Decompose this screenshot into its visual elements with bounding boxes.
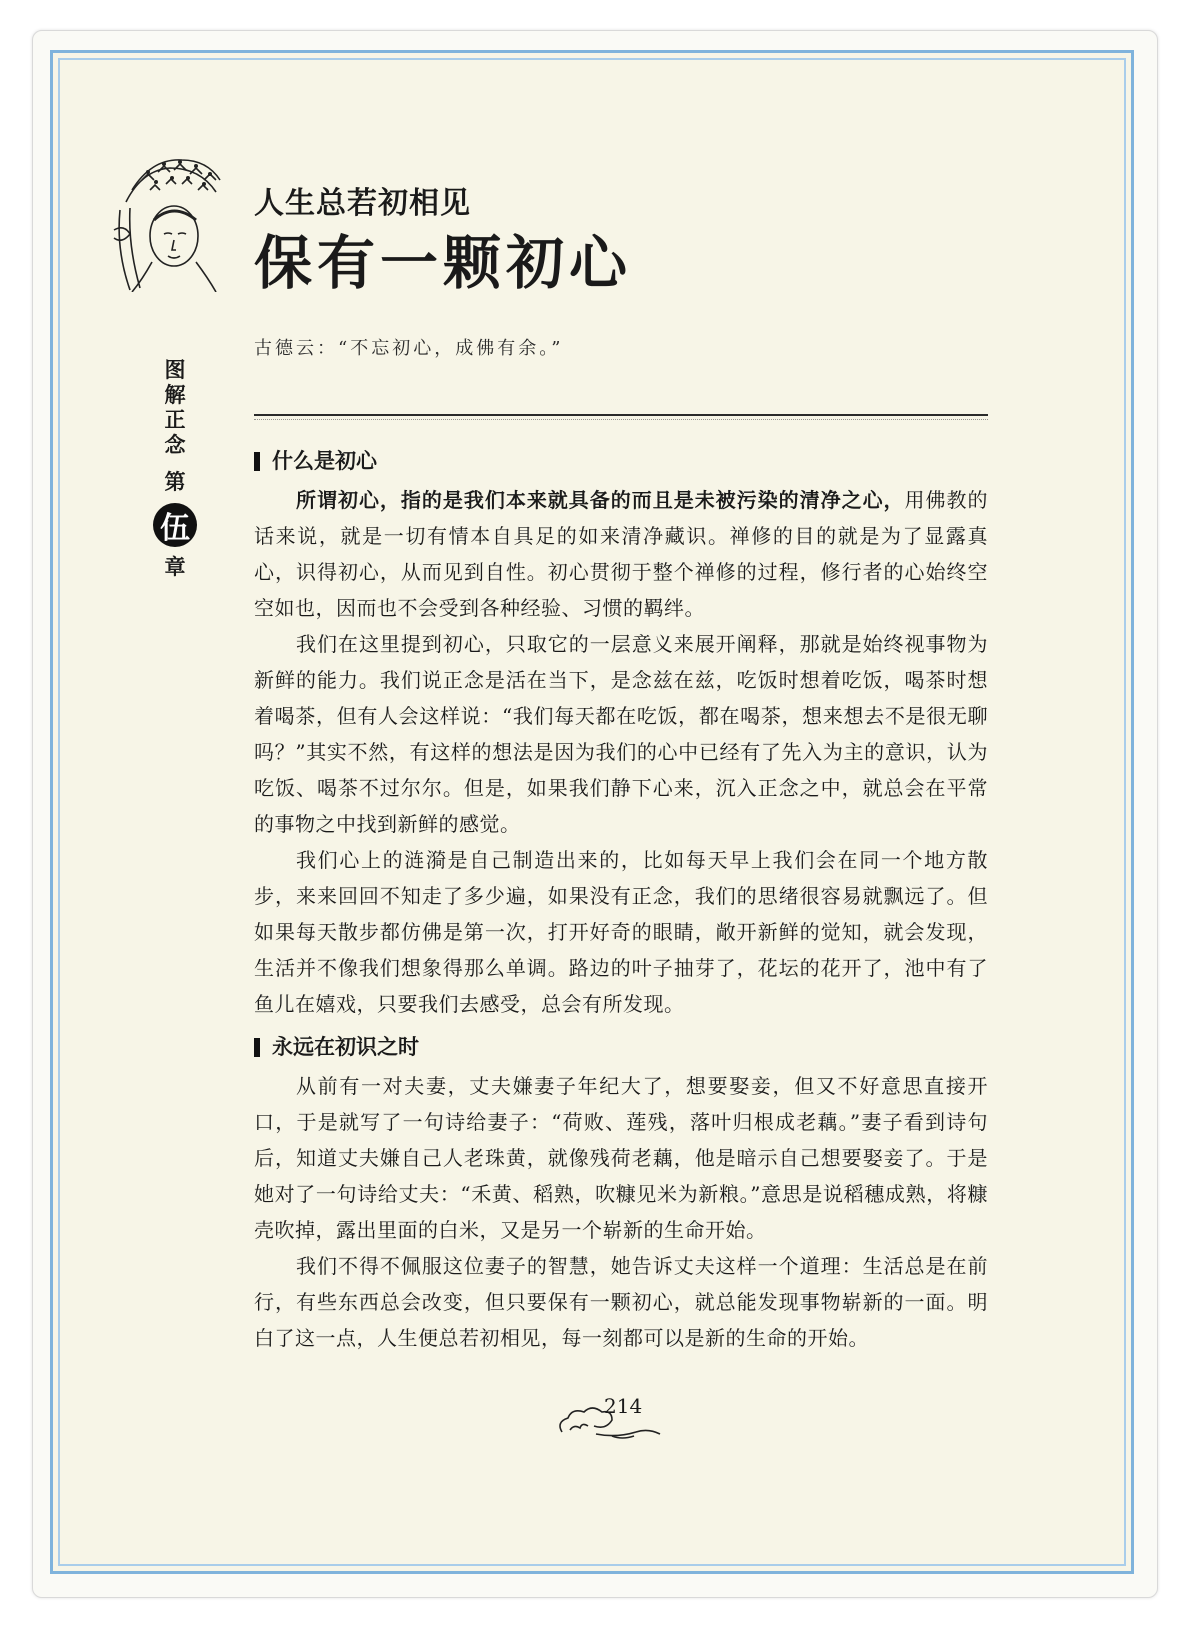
divider-rule-secondary xyxy=(254,419,988,420)
section-marker-icon xyxy=(254,1038,260,1057)
divider-rule xyxy=(254,414,988,416)
page-number: 214 xyxy=(604,1394,643,1418)
series-char: 念 xyxy=(164,433,186,457)
section-heading-text: 永远在初识之时 xyxy=(272,1035,419,1059)
paragraph: 我们在这里提到初心，只取它的一层意义来展开阐释，那就是始终视事物为新鲜的能力。我们说正念是活在当下，是念兹在兹，吃饭时想着吃饭，喝茶时想着喝茶，但有人会这样说：“我们每天都在吃饭，都在喝茶，想来想去不是很无聊吗？”其实不然，有这样的想法是因为我们的心中已经有了先入为主的意识，认为吃饭、喝茶不过尔尔。但是，如果我们静下心来，沉入正念之中，就总会在平常的事物之中找到新鲜的感觉。 xyxy=(254,632,988,836)
body-text xyxy=(254,446,988,1356)
side-chapter-nav xyxy=(154,358,196,580)
paragraph: 我们心上的涟漪是自己制造出来的，比如每天早上我们会在同一个地方散步，来来回回不知走了多少遍，如果没有正念，我们的思绪很容易就飘远了。但如果每天散步都仿佛是第一次，打开好奇的眼睛，敞开新鲜的觉知，就会发现，生活并不像我们想象得那么单调。路边的叶子抽芽了，花坛的花开了，池中有了鱼儿在嬉戏，只要我们去感受，总会有所发现。 xyxy=(254,848,988,1016)
chapter-suffix: 章 xyxy=(164,555,186,579)
section-heading-text: 什么是初心 xyxy=(272,449,377,473)
chapter-prefix: 第 xyxy=(164,470,186,494)
chapter-kicker: 人生总若初相见 xyxy=(254,186,471,221)
paragraph-text: 用佛教的话来说，就是一切有情本自具足的如来清净藏识。禅修的目的就是为了显露真心，识得初心，从而见到自性。初心贯彻于整个禅修的过程，修行者的心始终空空如也，因而也不会受到各种经验、习惯的羁绊。 xyxy=(254,488,988,620)
page-footer xyxy=(556,1394,676,1444)
epigraph: 古德云：“不忘初心，成佛有余。” xyxy=(254,338,564,359)
chapter-title: 保有一颗初心 xyxy=(254,229,633,297)
series-char: 解 xyxy=(164,383,186,407)
paragraph xyxy=(254,482,988,626)
chapter-number-badge: 伍 xyxy=(153,503,197,547)
series-char: 图 xyxy=(164,358,186,382)
section-marker-icon xyxy=(254,452,260,471)
series-char: 正 xyxy=(164,408,186,432)
section-heading xyxy=(254,446,988,476)
paragraph-lead: 所谓初心，指的是我们本来就具备的而且是未被污染的清净之心， xyxy=(296,488,905,512)
section-heading xyxy=(254,1032,988,1062)
paragraph: 我们不得不佩服这位妻子的智慧，她告诉丈夫这样一个道理：生活总是在前行，有些东西总会改变，但只要保有一颗初心，就总能发现事物崭新的一面。明白了这一点，人生便总若初相见，每一刻都可以是新的生命的开始。 xyxy=(254,1254,988,1350)
sage-head-illustration xyxy=(112,150,224,292)
paragraph: 从前有一对夫妻，丈夫嫌妻子年纪大了，想要娶妾，但又不好意思直接开口，于是就写了一句诗给妻子：“荷败、莲残，落叶归根成老藕。”妻子看到诗句后，知道丈夫嫌自己人老珠黄，就像残荷老藕，他是暗示自己想要娶妾了。于是她对了一句诗给丈夫：“禾黄、稻熟，吹糠见米为新粮。”意思是说稻穗成熟，将糠壳吹掉，露出里面的白米，又是另一个崭新的生命开始。 xyxy=(254,1074,988,1242)
